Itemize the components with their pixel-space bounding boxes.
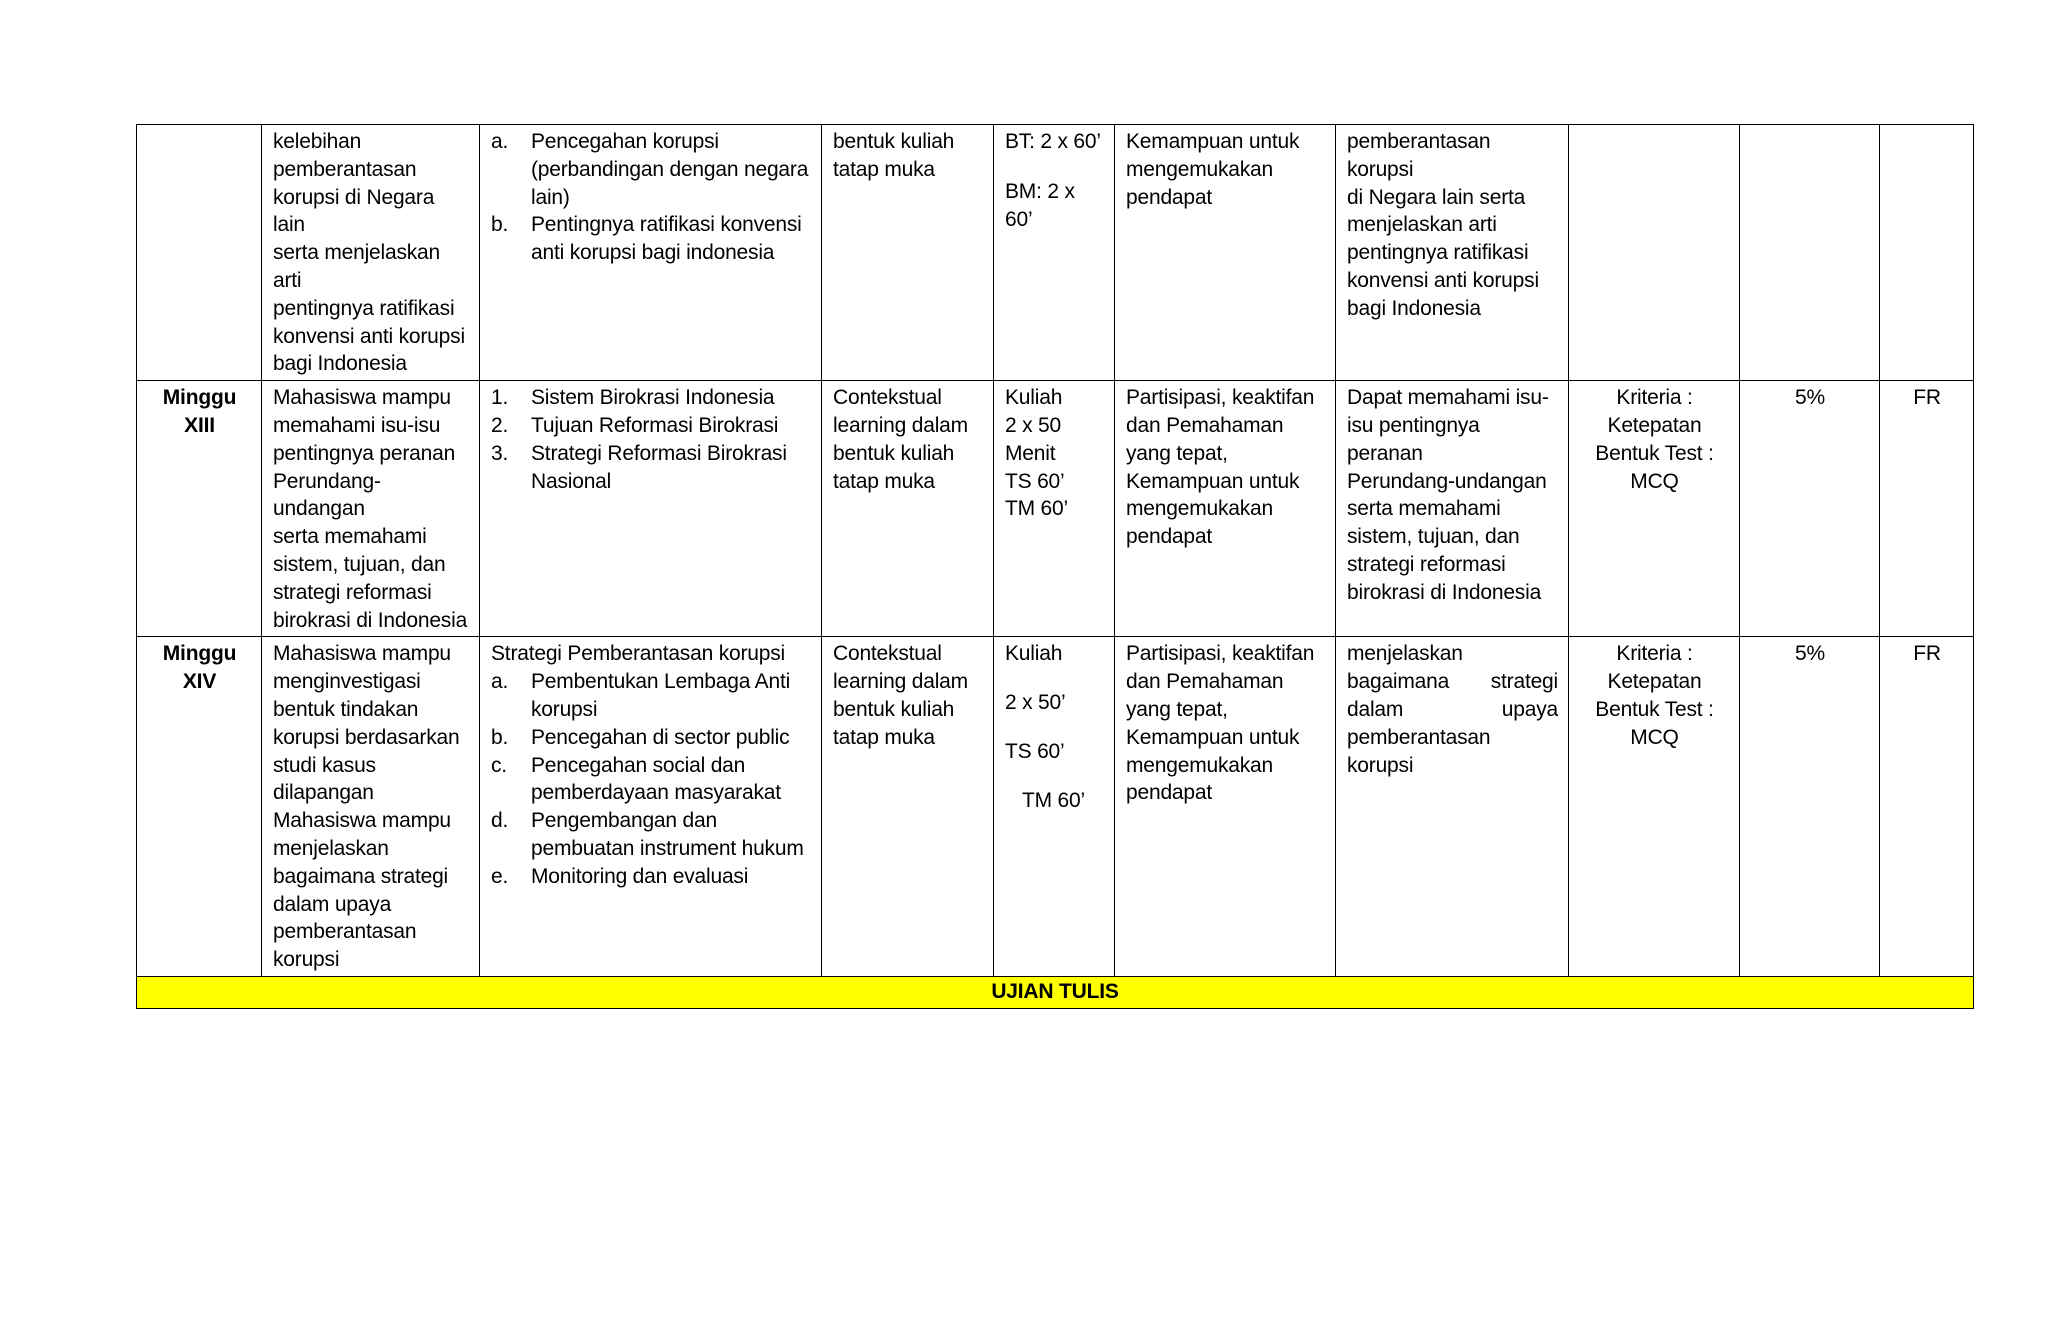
indicator-cell: menjelaskan bagaimana strategi dalam upaya pemberantasan korupsi [1336,637,1569,977]
experience-cell: Partisipasi, keaktifan dan Pemahaman yang tepat, Kemampuan untuk mengemukakan pendapat [1115,637,1336,977]
material-cell [480,125,822,381]
table-row [137,381,1974,637]
time-cell: Kuliah 2 x 50 Menit TS 60’ TM 60’ [994,381,1115,637]
exam-label: UJIAN TULIS [137,976,1974,1008]
method-cell: Contekstual learning dalam bentuk kuliah tatap muka [822,637,994,977]
list-item: c. Pencegahan social dan pemberdayaan masyarakat [491,753,781,805]
material-intro: Strategi Pemberantasan korupsi [491,642,785,666]
table-row [137,637,1974,977]
table-row [137,125,1974,381]
capability-cell: Mahasiswa mampu menginvestigasi bentuk tindakan korupsi berdasarkan studi kasus dilapangan Mahasiswa mampu menjelaskan bagaimana strategi dalam upaya pemberantasan korupsi [262,637,480,977]
material-list [491,384,811,495]
list-item: 3. Strategi Reformasi Birokrasi Nasional [491,441,787,493]
method-cell: bentuk kuliah tatap muka [822,125,994,381]
weight-cell: 5% [1740,637,1880,977]
list-item: b. Pencegahan di sector public [491,725,790,749]
list-item: 2. Tujuan Reformasi Birokrasi [491,413,779,437]
time-cell: BT: 2 x 60’ BM: 2 x 60’ [994,125,1115,381]
material-cell [480,381,822,637]
weight-cell [1740,125,1880,381]
capability-cell: Mahasiswa mampu memahami isu-isu pentingnya peranan Perundang-undangan serta memahami sistem, tujuan, dan strategi reformasi birokrasi di Indonesia [262,381,480,637]
criteria-cell [1569,125,1740,381]
list-item: a. Pencegahan korupsi (perbandingan dengan negara lain) [491,130,809,209]
list-item: e. Monitoring dan evaluasi [491,864,749,888]
criteria-cell: Kriteria : Ketepatan Bentuk Test : MCQ [1569,637,1740,977]
list-item: d. Pengembangan dan pembuatan instrument hukum [491,809,804,860]
time-cell: Kuliah 2 x 50’ TS 60’ TM 60’ [994,637,1115,977]
reference-cell: FR [1880,381,1974,637]
experience-cell: Partisipasi, keaktifan dan Pemahaman yang tepat, Kemampuan untuk mengemukakan pendapat [1115,381,1336,637]
method-cell: Contekstual learning dalam bentuk kuliah tatap muka [822,381,994,637]
material-list [491,128,811,267]
list-item: 1. Sistem Birokrasi Indonesia [491,386,775,410]
week-cell: Minggu XIII [137,381,262,637]
exam-row [137,976,1974,1008]
week-cell: Minggu XIV [137,637,262,977]
list-item: a. Pembentukan Lembaga Anti korupsi [491,670,791,721]
reference-cell [1880,125,1974,381]
reference-cell: FR [1880,637,1974,977]
rps-table [136,124,1974,1009]
experience-cell: Kemampuan untuk mengemukakan pendapat [1115,125,1336,381]
weight-cell: 5% [1740,381,1880,637]
week-cell [137,125,262,381]
capability-cell: kelebihan pemberantasan korupsi di Negara lain serta menjelaskan arti pentingnya ratifikasi konvensi anti korupsi bagi Indonesia [262,125,480,381]
material-cell [480,637,822,977]
indicator-cell: pemberantasan korupsi di Negara lain serta menjelaskan arti pentingnya ratifikasi konvensi anti korupsi bagi Indonesia [1336,125,1569,381]
material-list [491,668,811,890]
list-item: b. Pentingnya ratifikasi konvensi anti korupsi bagi indonesia [491,213,802,265]
indicator-cell: Dapat memahami isu- isu pentingnya peranan Perundang-undangan serta memahami sistem, tujuan, dan strategi reformasi birokrasi di Indonesia [1336,381,1569,637]
criteria-cell: Kriteria : Ketepatan Bentuk Test : MCQ [1569,381,1740,637]
